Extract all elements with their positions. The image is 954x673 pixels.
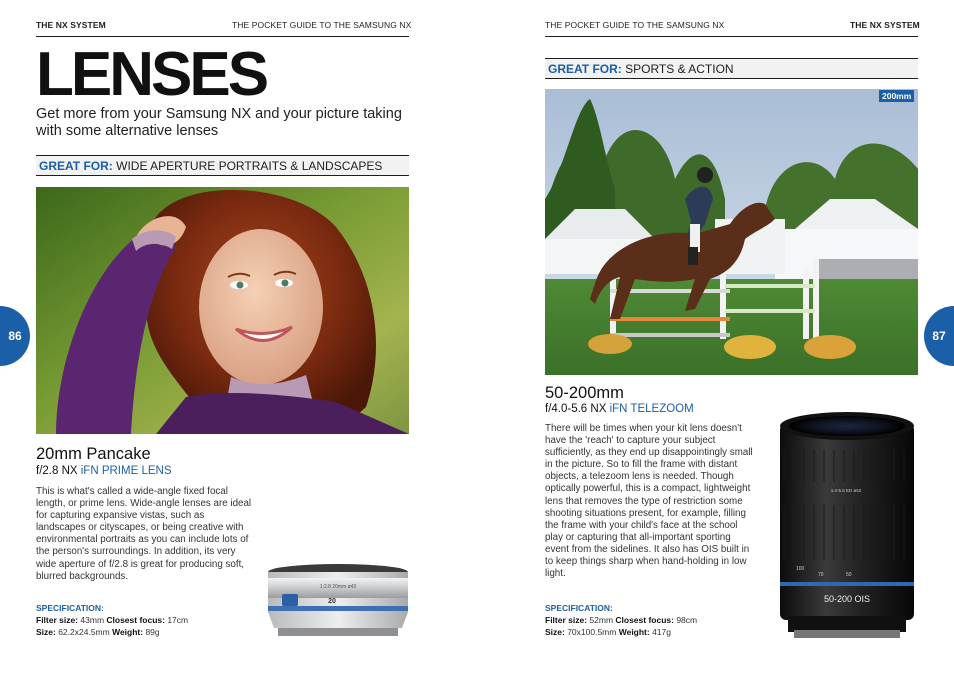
focal-length-tag: 200mm: [879, 90, 914, 102]
page-number-right: 87: [932, 329, 946, 343]
spec-size-label: Size:: [36, 627, 56, 637]
spec-filter-label-right: Filter size:: [545, 615, 588, 625]
right-header-section: THE NX SYSTEM: [850, 20, 920, 30]
spec-weight-label: Weight:: [112, 627, 144, 637]
spec-size-label-right: Size:: [545, 627, 565, 637]
spec-filter-value-right: 52mm: [587, 615, 616, 625]
spec-focus-value: 17cm: [164, 615, 189, 625]
telezoom-lens-image: [776, 410, 918, 642]
telezoom-lens-mark-70: 70: [818, 572, 824, 578]
spec-filter-value: 43mm: [78, 615, 107, 625]
telezoom-lens-type-prefix: f/4.0-5.6 NX: [545, 403, 610, 415]
left-header-rule: [36, 36, 409, 37]
show-jumping-photo: [545, 89, 918, 375]
spec-focus-label: Closest focus:: [106, 615, 165, 625]
pancake-spec-line-2: [36, 626, 160, 638]
pancake-lens-description: This is what's called a wide-angle fixed focal length, or prime lens. Wide-angle lenses are ideal for capturing expansive vistas, such as landscapes or cityscapes, or being creative with environmental portraits as you can include lots of the person's surroundings. In addition, its very wide aperture of f/2.8 is great for producing soft, blurred backgrounds.: [36, 486, 252, 582]
pancake-lens-mark: 20: [328, 598, 336, 605]
right-header-rule: [545, 36, 918, 37]
pancake-spec-line-1: [36, 614, 188, 626]
telezoom-lens-mark-100: 100: [796, 566, 805, 572]
left-header-section: THE NX SYSTEM: [36, 20, 106, 30]
spec-filter-label: Filter size:: [36, 615, 79, 625]
left-great-for-bar: [36, 155, 409, 176]
great-for-value: WIDE APERTURE PORTRAITS & LANDSCAPES: [116, 159, 383, 173]
telezoom-spec-line-2: [545, 626, 671, 638]
spec-size-value-right: 70x100.5mm: [564, 627, 619, 637]
telezoom-lens-type: [545, 403, 694, 415]
great-for-label-right: GREAT FOR:: [548, 62, 622, 76]
telezoom-lens-label: 50-200 OIS: [823, 594, 871, 604]
great-for-value-right: SPORTS & ACTION: [625, 62, 734, 76]
great-for-label: GREAT FOR:: [39, 159, 113, 173]
right-header-guide: THE POCKET GUIDE TO THE SAMSUNG NX: [545, 20, 725, 30]
pancake-lens-type-highlight: iFN PRIME LENS: [80, 465, 172, 477]
pancake-lens-type: [36, 465, 172, 477]
spec-weight-label-right: Weight:: [618, 627, 650, 637]
page-number-tab-right: [924, 306, 954, 366]
left-header-guide: THE POCKET GUIDE TO THE SAMSUNG NX: [232, 20, 412, 30]
page-number-left: 86: [8, 329, 22, 343]
pancake-spec-title: SPECIFICATION:: [36, 603, 104, 613]
telezoom-lens-type-highlight: iFN TELEZOOM: [609, 403, 694, 415]
telezoom-lens-description: There will be times when your kit lens doesn't have the 'reach' to capture your subject sufficiently, as they end up disappointingly small in the picture. So to fill the frame with distant objects, a telezoom lens is needed. Though optically powerful, this is a compact, lightweight lens that removes the type of restriction some shooting situations present, for example, filling the frame with your child's face at the school play or capturing that all-important sporting event from the sidelines. It also has OIS built in to keep things sharp when hand-holding in low light.: [545, 423, 753, 580]
telezoom-lens-top-print: 1:4-5.6 ED ø52: [830, 488, 862, 493]
portrait-photo: [36, 187, 409, 434]
spec-weight-value-right: 417g: [649, 627, 672, 637]
telezoom-spec-title: SPECIFICATION:: [545, 603, 613, 613]
spec-size-value: 62.2x24.5mm: [55, 627, 113, 637]
page-number-tab-left: [0, 306, 30, 366]
telezoom-spec-line-1: [545, 614, 697, 626]
telezoom-lens-mark-50: 50: [846, 572, 852, 578]
page-title: LENSES: [36, 40, 267, 109]
pancake-lens-name: 20mm Pancake: [36, 445, 151, 463]
pancake-lens-image: [266, 562, 410, 644]
telezoom-lens-name: 50-200mm: [545, 384, 624, 402]
spec-weight-value: 89g: [143, 627, 160, 637]
spec-focus-value-right: 98cm: [673, 615, 698, 625]
spec-focus-label-right: Closest focus:: [615, 615, 674, 625]
pancake-lens-ring-text: 1:2.8 20mm ø43: [319, 584, 357, 590]
page-subtitle: Get more from your Samsung NX and your picture taking with some alternative lenses: [36, 106, 402, 139]
right-great-for-bar: [545, 58, 918, 79]
pancake-lens-type-prefix: f/2.8 NX: [36, 465, 81, 477]
